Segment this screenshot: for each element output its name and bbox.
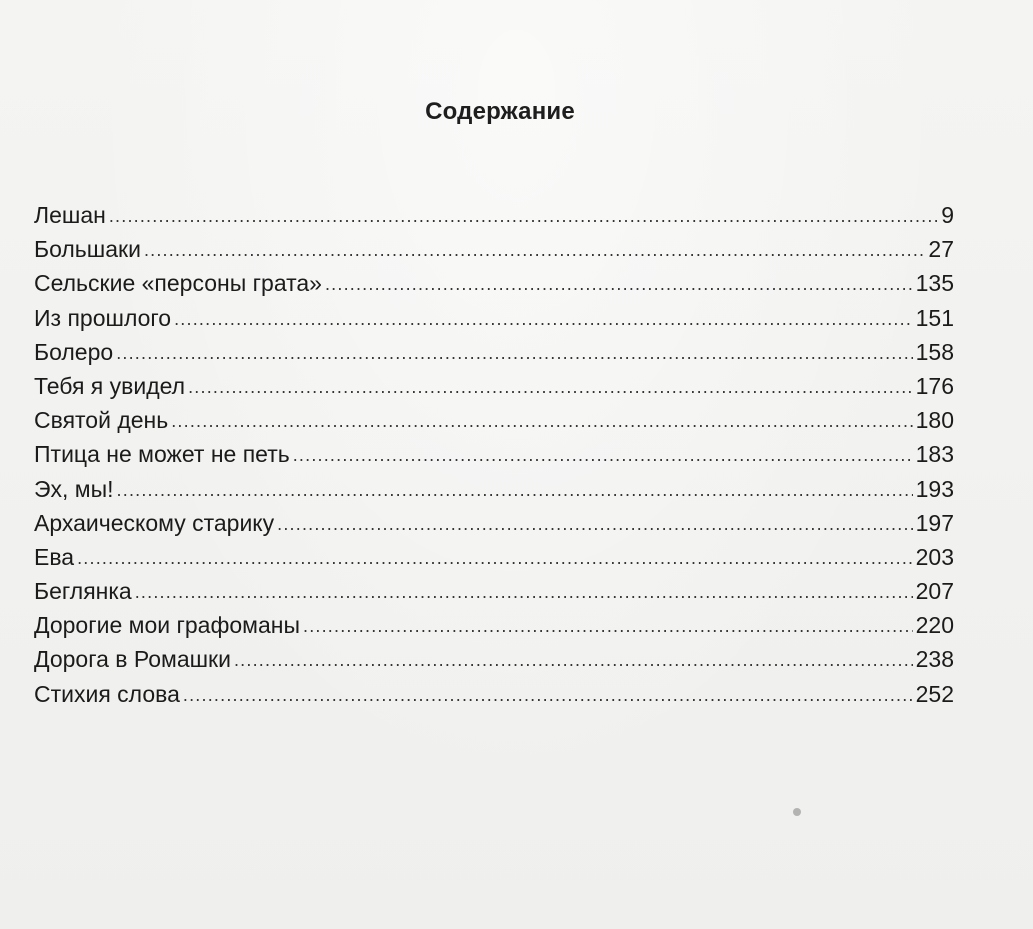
dot-leader — [117, 473, 913, 507]
toc-entry — [34, 472, 954, 506]
toc-entry — [34, 540, 954, 574]
toc-entry-page: 238 — [915, 646, 954, 673]
toc-entry — [34, 437, 954, 471]
dot-leader — [144, 233, 925, 267]
toc-entry-title: Сельские «персоны грата» — [34, 270, 322, 297]
toc-entry — [34, 642, 954, 676]
toc-entry — [34, 574, 954, 608]
dot-leader — [116, 336, 912, 370]
toc-entry — [34, 369, 954, 403]
toc-entry-title: Тебя я увидел — [34, 372, 186, 399]
toc-entry-page: 197 — [915, 509, 954, 536]
dot-leader — [277, 507, 912, 541]
toc-entry-title: Дорогие мои графоманы — [34, 612, 300, 639]
dot-leader — [325, 267, 913, 301]
toc-entry-title: Лешан — [34, 202, 106, 228]
dot-leader — [135, 575, 913, 609]
dot-leader — [109, 199, 938, 233]
toc-entry-title: Дорога в Ромашки — [34, 646, 231, 673]
toc-entry — [34, 677, 954, 711]
dot-leader — [293, 438, 913, 472]
dot-leader — [171, 404, 912, 438]
toc-entry — [34, 198, 954, 232]
toc-entry-title: Архаическому старику — [34, 509, 275, 536]
dot-leader — [174, 302, 913, 336]
toc-entry-page: 207 — [915, 578, 954, 605]
toc-entry-title: Большаки — [34, 236, 141, 263]
toc-entry-page: 158 — [915, 338, 954, 365]
page-title: Содержание — [425, 98, 575, 125]
toc-entry-page: 183 — [915, 441, 954, 468]
toc-entry-page: 180 — [915, 407, 954, 434]
toc-entry — [34, 232, 954, 266]
toc-entry-page: 27 — [928, 236, 954, 263]
toc-entry-page: 252 — [915, 680, 954, 707]
toc-entry-page: 220 — [915, 612, 954, 639]
dot-leader — [188, 370, 913, 404]
dot-leader — [77, 541, 913, 575]
toc-entry — [34, 335, 954, 369]
dot-leader — [183, 678, 913, 712]
dot-leader — [303, 609, 913, 643]
toc-entry-title: Эх, мы! — [34, 475, 114, 502]
toc-entry-title: Из прошлого — [34, 304, 172, 331]
toc-entry-page: 135 — [915, 270, 954, 297]
toc-entry-title: Птица не может не петь — [34, 441, 290, 468]
toc-entry-page: 203 — [915, 543, 954, 570]
toc-entry-title: Стихия слова — [34, 680, 180, 707]
toc-entry — [34, 403, 954, 437]
dot-leader — [234, 643, 913, 677]
toc-entry-title: Беглянка — [34, 578, 132, 605]
paper-speck — [793, 808, 801, 816]
toc-entry-page: 9 — [941, 202, 954, 228]
toc-entry — [34, 266, 954, 300]
toc-entry-title: Ева — [34, 543, 75, 570]
toc-entry — [34, 608, 954, 642]
toc-entry-title: Святой день — [34, 407, 169, 434]
toc-entry — [34, 301, 954, 335]
toc-entry-page: 176 — [915, 372, 954, 399]
toc-entry-title: Болеро — [34, 338, 114, 365]
toc-entry-page: 151 — [915, 304, 954, 331]
table-of-contents — [34, 198, 954, 711]
toc-entry — [34, 506, 954, 540]
toc-entry-page: 193 — [915, 475, 954, 502]
